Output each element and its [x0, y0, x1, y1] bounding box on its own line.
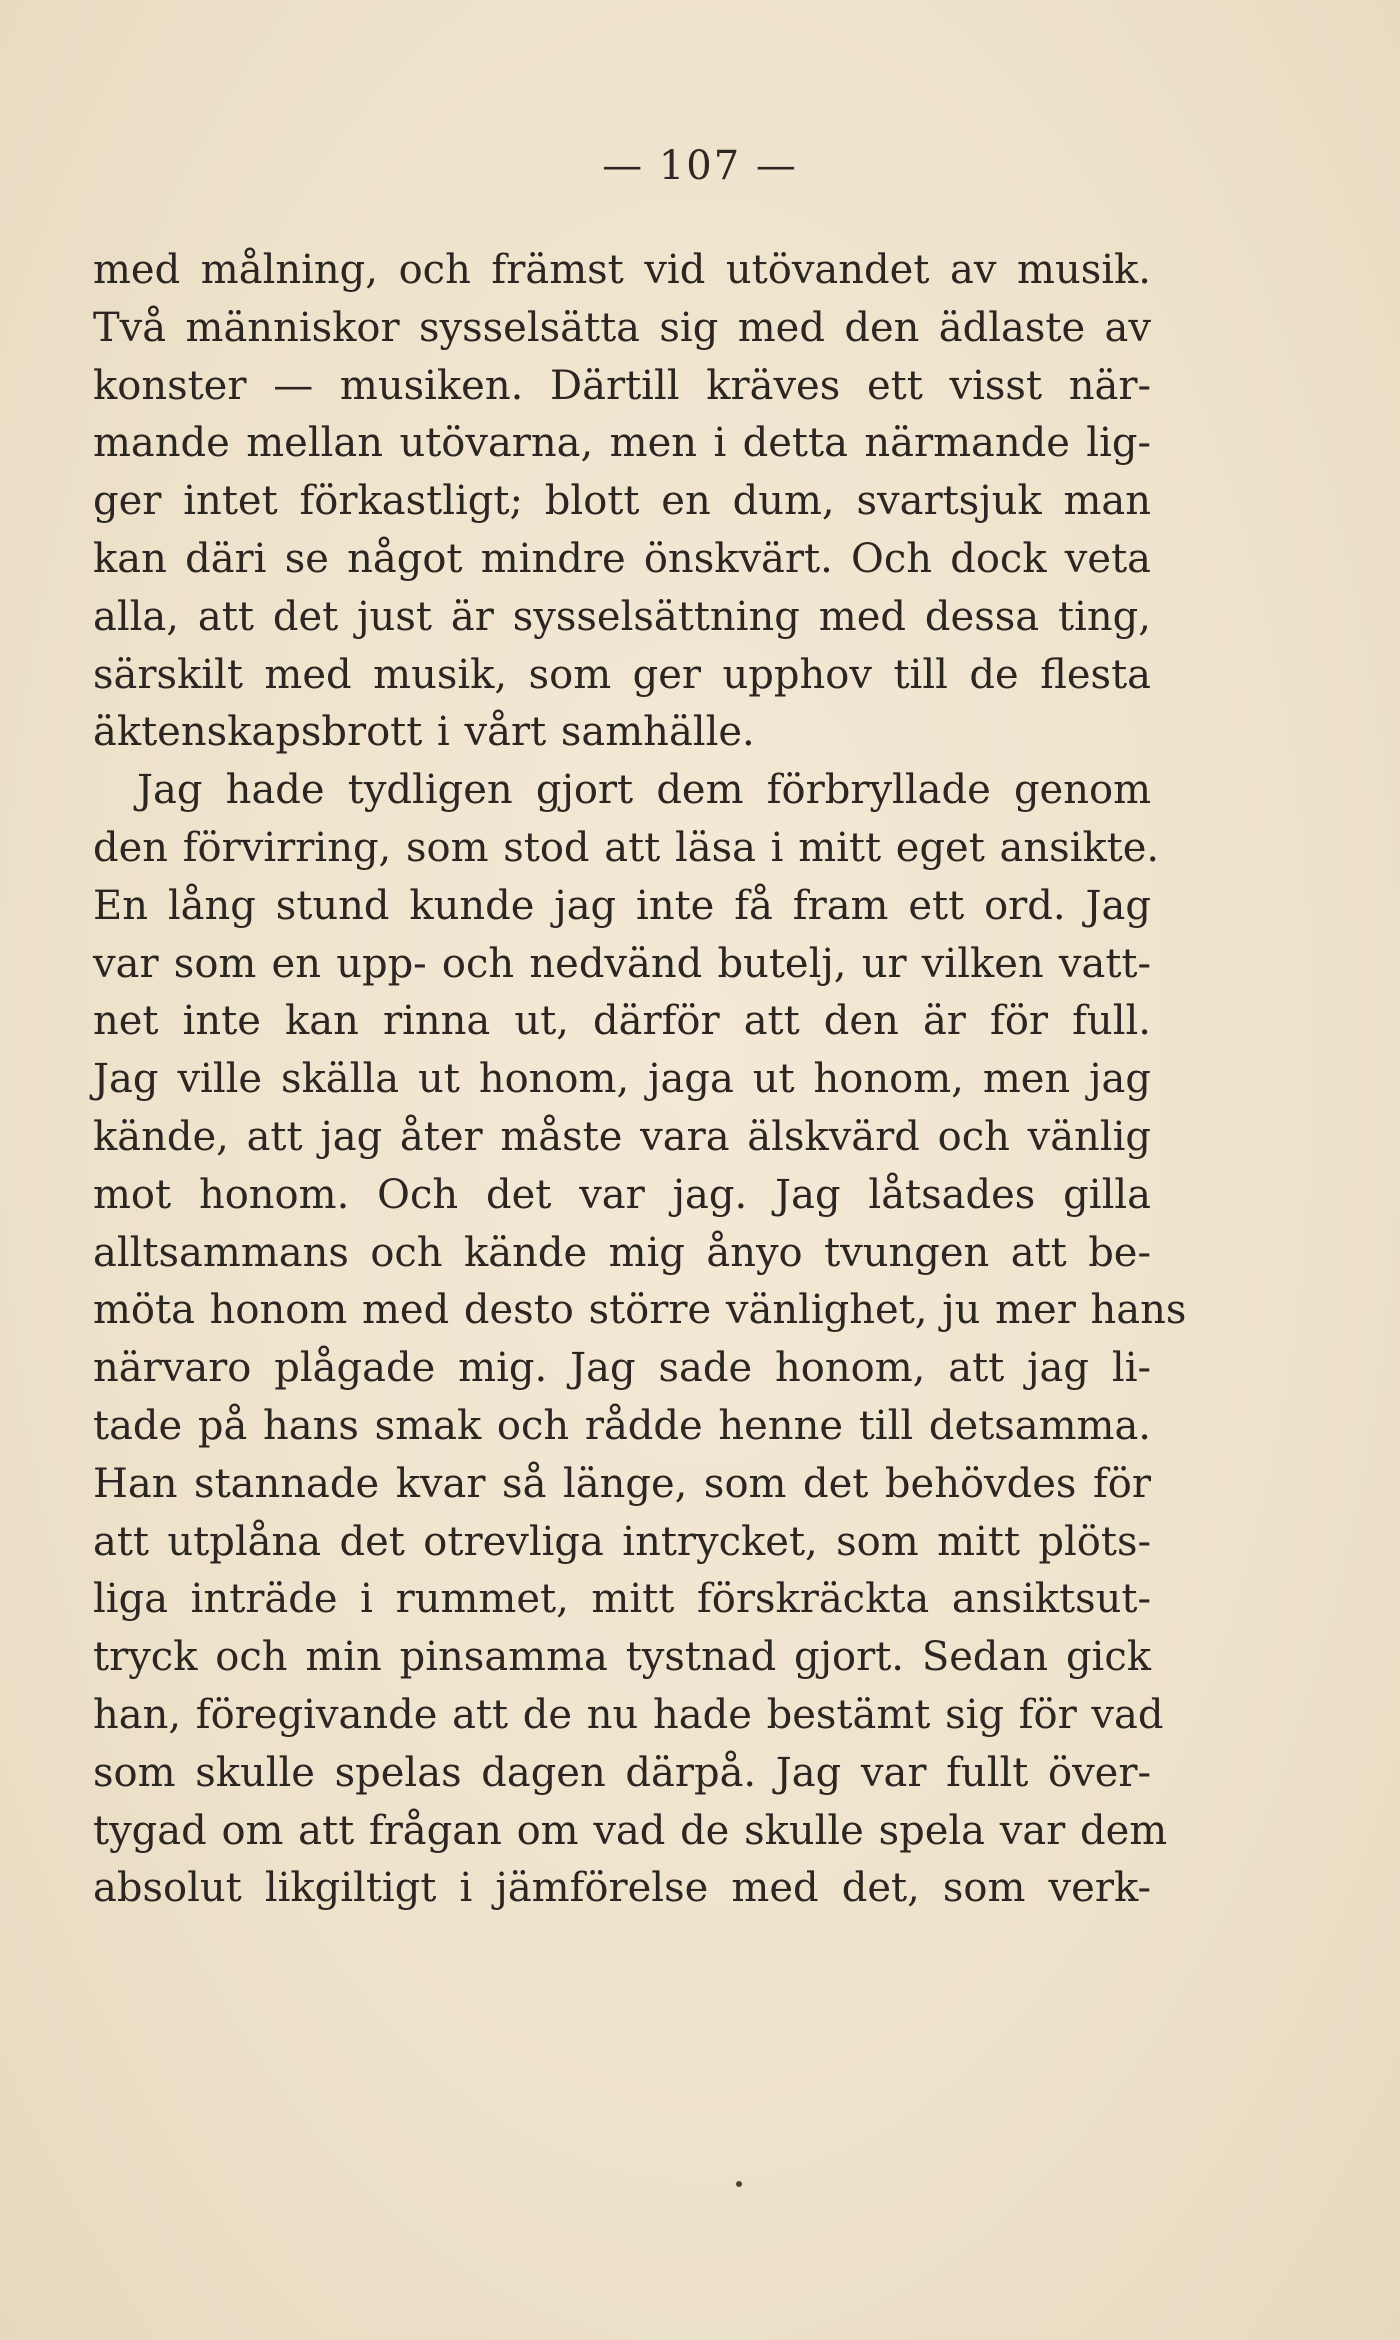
text-line: möta honom med desto större vänlighet, ju mer hans [93, 1287, 1187, 1334]
text-line: Två människor sysselsätta sig med den ädlaste av [93, 304, 1151, 351]
text-line: tade på hans smak och rådde henne till detsamma. [93, 1402, 1151, 1449]
text-line: net inte kan rinna ut, därför att den är för full. [93, 998, 1151, 1045]
text-line: mot honom. Och det var jag. Jag låtsades gilla [93, 1171, 1151, 1218]
text-line: En lång stund kunde jag inte få fram ett ord. Jag [93, 882, 1151, 929]
text-line: liga inträde i rummet, mitt förskräckta ansiktsut- [93, 1576, 1151, 1623]
text-line: alla, att det just är sysselsättning med dessa ting, [93, 593, 1151, 640]
text-line: kände, att jag åter måste vara älskvärd och vänlig [93, 1113, 1151, 1160]
text-line: äktenskapsbrott i vårt samhälle. [93, 709, 755, 756]
text-line: konster — musiken. Därtill kräves ett visst när- [93, 362, 1151, 409]
text-line: absolut likgiltigt i jämförelse med det, som verk- [93, 1865, 1151, 1912]
text-line: alltsammans och kände mig ånyo tvungen att be- [93, 1229, 1151, 1276]
text-line: kan däri se något mindre önskvärt. Och dock veta [93, 535, 1151, 582]
text-line: Han stannade kvar så länge, som det behövdes för [93, 1460, 1151, 1507]
text-line: som skulle spelas dagen därpå. Jag var fullt över- [93, 1749, 1151, 1796]
text-line: att utplåna det otrevliga intrycket, som mitt plöts- [93, 1518, 1151, 1565]
text-line: närvaro plågade mig. Jag sade honom, att jag li- [93, 1345, 1151, 1392]
text-line: den förvirring, som stod att läsa i mitt eget ansikte. [93, 824, 1160, 871]
text-line: mande mellan utövarna, men i detta närmande lig- [93, 420, 1151, 467]
text-line: tryck och min pinsamma tystnad gjort. Sedan gick [93, 1634, 1151, 1681]
ink-speck [736, 2181, 742, 2187]
text-line: Jag ville skälla ut honom, jaga ut honom, men jag [93, 1056, 1151, 1103]
text-line: med målning, och främst vid utövandet av musik. [93, 247, 1151, 293]
text-line: särskilt med musik, som ger upphov till de flesta [93, 651, 1151, 698]
text-line: Jag hade tydligen gjort dem förbryllade genom [137, 767, 1151, 814]
page-number: — 107 — [602, 143, 798, 189]
text-line: han, föregivande att de nu hade bestämt sig för vad [93, 1691, 1164, 1738]
text-line: var som en upp- och nedvänd butelj, ur vilken vatt- [93, 940, 1151, 987]
text-line: ger intet förkastligt; blott en dum, svartsjuk man [93, 478, 1151, 525]
body-text [93, 242, 1187, 1918]
text-line: tygad om att frågan om vad de skulle spela var dem [93, 1807, 1168, 1854]
